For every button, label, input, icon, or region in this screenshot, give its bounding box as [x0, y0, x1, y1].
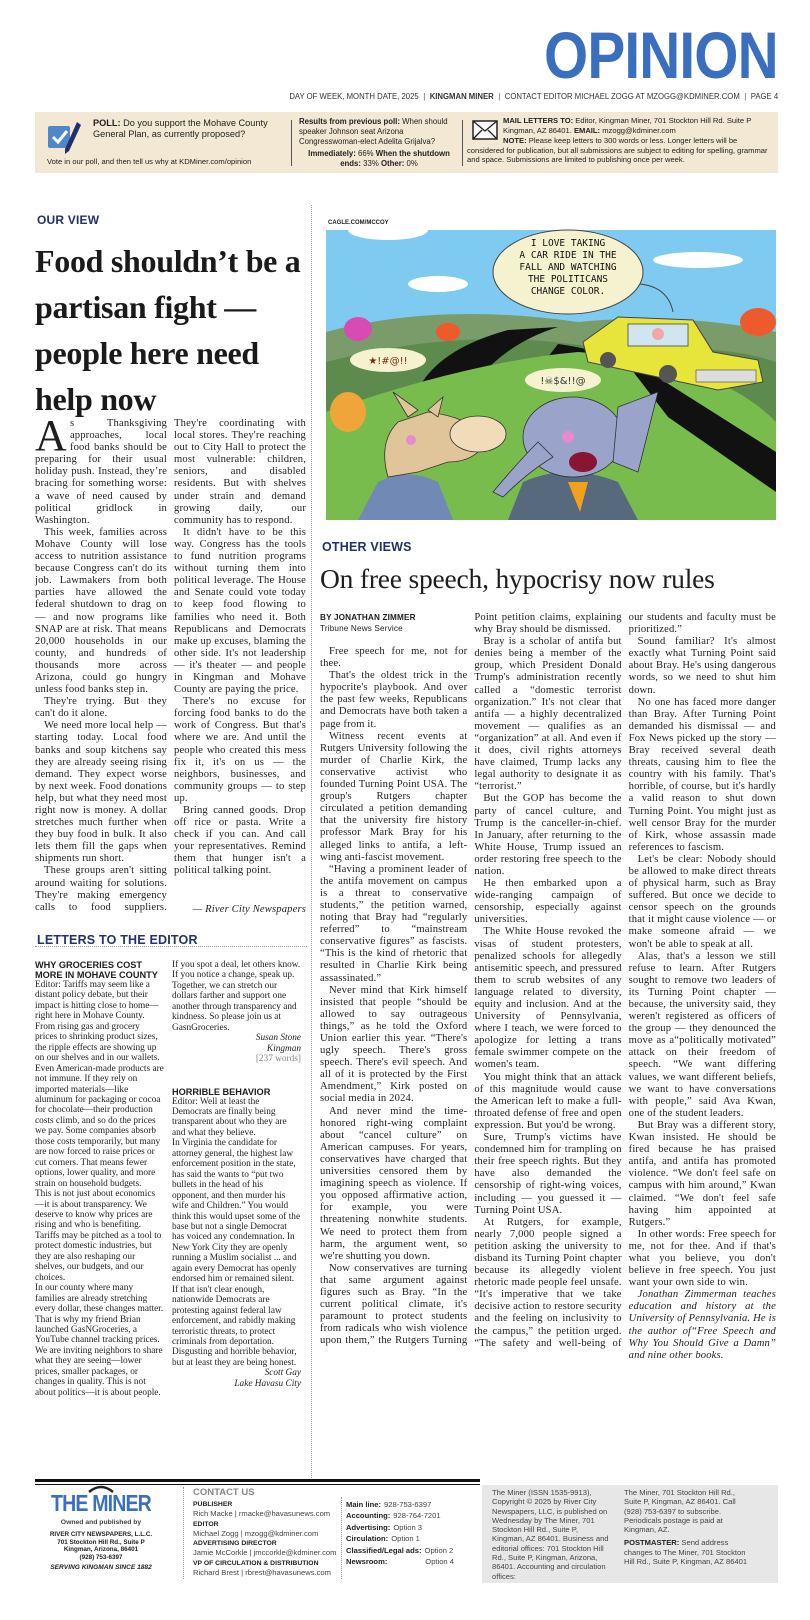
column-paragraph: Alas, that's a lesson we still refuse to learn. After Rutgers sought to remove two leaders of its Turning Point chapter — because, the university said, they weren't registered as officers of the group — they denounced the move as a“politically motivated” attack on their freedom of speech. “We want differing values, we want different beliefs, we want to have conversations with people,” said Ava Kwan, one of the student leaders. — [628, 950, 776, 1119]
email-label: EMAIL: — [573, 125, 601, 135]
address-line: 701 Stockton Hill Rd., Suite P — [57, 1538, 145, 1546]
postmaster-text: Send address changes to The Miner, 701 Stockton Hill Rd., Suite P, Kingman, AZ 86401 — [624, 1538, 748, 1567]
letter-paragraph: Editor: Tariffs may seem like a distant policy debate, but their impact is hitting close to home—right here in Mohave County. From rising gas and grocery prices to shrinking product sizes, the ripple effects are showing up on our shelves and in our wallets. — [35, 980, 160, 1064]
mail-label: MAIL LETTERS TO: — [503, 116, 574, 125]
letter — [172, 1087, 301, 1390]
column-paragraph: He then embarked upon a wide-ranging campaign of censorship, especially against universities. — [474, 878, 622, 926]
phone-line-value: Option 3 — [393, 1522, 423, 1532]
letter-paragraph: Editor: Well at least the Democrats are finally being transparent about who they are and what they believe. — [172, 1096, 287, 1138]
column-paragraph: But the GOP has become the party of cancel culture, and Trump is the canceller-in-chief. In January, after returning to the White House, Trump issued an order restoring free speech to the nation. — [474, 793, 622, 877]
legal-notice: The Miner, 701 Stockton Hill Rd., Suite P, Kingman, AZ 86401. Call (928) 753-6397 to subscribe. Periodicals postage is paid at Kingman, AZ. — [624, 1488, 736, 1535]
poll-bar — [35, 112, 778, 173]
issue-date: DAY OF WEEK, MONTH DATE, 2025 — [289, 91, 419, 101]
phone-line-label: Accounting: — [346, 1511, 391, 1521]
column-paragraph: You might think that an attack of this magnitude would cause the American left to make a full-throated defense of free and open expression. But you'd be wrong. — [474, 1071, 622, 1131]
editorial-signature: — River City Newspapers — [192, 903, 306, 915]
note-text: Please keep letters to 300 words or less. Longer letters will be considered for publication, but all submissions are subject to editing for spelling, grammar and space. Submissions are limited to publishing once per week. — [467, 136, 768, 165]
contact-role: VP OF CIRCULATION & DISTRIBUTION — [193, 1559, 319, 1567]
column-body — [320, 612, 776, 1480]
contact-person: Jamie McCorkle | jmccorkle@kdminer.com — [193, 1548, 337, 1558]
phone-line-label: Newsroom: — [346, 1557, 388, 1567]
letter-paragraph: This is not just about economics—it is about transparency. We deserve to know why prices are rising and who is benefiting. Tariffs may be pitched as a tool to protect domestic industries, but they are also reshaping our shelves, our budgets, and our choices. — [35, 1189, 162, 1283]
result-label: When the shutdown ends: — [340, 149, 450, 169]
miner-logo: THE MINER — [51, 1490, 151, 1516]
poll-question: Do you support the Mohave County General Plan, as currently proposed? — [93, 118, 268, 139]
phone-line — [346, 1545, 454, 1556]
tagline: SERVING KINGMAN SINCE 1882 — [50, 1563, 152, 1571]
previous-poll-question: When should speaker Johnson seat Arizona Congresswoman-elect Adelita Grijalva? — [299, 117, 448, 146]
phone-line-value: Option 2 — [424, 1545, 454, 1555]
company: RIVER CITY NEWSPAPERS, L.L.C. — [49, 1531, 153, 1539]
column-paragraph: Now conservatives are turning that same argument against figures such as Bray. “In the current political climate, it's paramount to protect students from radicals who wish violence upon them,” the Rutgers Turning Point petition claims, explaining why Bray should be dismissed. — [320, 612, 622, 1347]
phone-line-label: Circulation: — [346, 1534, 389, 1544]
column-paragraph: Sure, Trump's victims have condemned him for trampling on their free speech rights. But they have also demanded the censorship of right-wing voices, including — you guessed it — Turning Point USA. — [474, 1132, 622, 1216]
contact-us-label: CONTACT US — [193, 1487, 255, 1498]
contact-person: Michael Zogg | mzogg@kdminer.com — [193, 1528, 319, 1538]
news-service: Tribune News Service — [320, 624, 403, 633]
contact-us — [193, 1487, 343, 1577]
column-paragraph: No one has faced more danger than Bray. After Turning Point demanded his dismissal — and Fox News picked up the story — Bray received several death threats, causing him to flee the country with his family. That's horrible, of course, but it's hardly a valid reason to shut down Turning Point. You might just as well censor Bray for the murder of Kirk, whose assassin made references to fascism. — [628, 696, 776, 853]
letter-paragraph: In our county where many families are already stretching every dollar, these changes matter. — [35, 1283, 164, 1315]
letter-title: WHY GROCERIES COST MORE IN MOHAVE COUNTY — [35, 960, 158, 980]
contact-role: PUBLISHER — [193, 1501, 233, 1508]
section-title: OPINION — [544, 18, 778, 92]
dateline: DAY OF WEEK, MONTH DATE, 2025 | KINGMAN MINER | CONTACT EDITOR MICHAEL ZOGG AT MZOGG@KDMINER.COM | PAGE 4 — [289, 91, 778, 101]
column-paragraph: That's the oldest trick in the hypocrite's playbook. And over the past few weeks, Republicans and Democrats have both taken a page from it. — [320, 670, 468, 730]
letter-city: Kingman — [266, 1043, 301, 1054]
phone-line-value: Option 4 — [425, 1557, 454, 1567]
letters-body — [35, 960, 301, 1475]
editorial-paragraph: There's no excuse for forcing food banks to do the work of Congress. But that's where we are. And until the people who created this mess fix it, it's on us — the neighbors, businesses, and community groups — to step up. — [174, 696, 306, 804]
result-label: Immediately: — [308, 149, 356, 159]
letters-label: LETTERS TO THE EDITOR — [37, 933, 198, 947]
column-divider — [311, 205, 312, 1480]
author-bio: Jonathan Zimmerman teaches education and history at the University of Pennsylvania. He is the author of“Free Speech and Why You Should Give a Damn” and nine other books. — [628, 1289, 776, 1361]
contact-person: Rich Macke | rmacke@havasunews.com — [193, 1509, 331, 1519]
letter-paragraph: That is why my friend Brian launched GasNGroceries, a YouTube channel tracking prices. We are inviting neighbors to share what they are seeing—lower prices, smaller packages, or changes in quality. This is not about politics—it is about people. If you spot a deal, let others know. If you notice a change, speak up. Together, we can stretch our dollars farther and support one another through transparency and kindness. So please join us at GasnGroceries. — [35, 960, 301, 1398]
result-value: 33% — [363, 159, 379, 169]
publication-notice — [482, 1485, 778, 1583]
contact-person: Richard Brest | rbrest@havasunews.com — [193, 1568, 331, 1578]
column-paragraph: Witness recent events at Rutgers University following the murder of Charlie Kirk, the conservative activist who founded Turning Point USA. The group's Rutgers chapter circulated a petition demanding that the university fire history professor Mark Bray for his alleged links to antifa, a left-wing anti-fascist movement. — [320, 730, 468, 863]
column-paragraph: The White House revoked the visas of student protesters, penalized schools for allegedly antisemitic speech, and pressured them to scrub websites of any language related to diversity, equity and inclusion. And at the University of Pennsylvania, where I teach, we were forced to apologize for letting a trans female swimmer compete on the women's team. — [474, 926, 622, 1071]
footer-divider — [183, 1487, 184, 1579]
letter-title: HORRIBLE BEHAVIOR — [172, 1086, 271, 1097]
email-link[interactable]: mzogg@kdminer.com — [602, 125, 676, 135]
phone-line-label: Advertising: — [346, 1522, 391, 1532]
phone-line-label: Classified/Legal ads: — [346, 1545, 422, 1555]
column-paragraph: But Bray was a different story, Kwan insisted. He should be fired because he has praised antifa, and antifa has promoted violence. “We don't feel safe on campus with him around,” Kwan claimed. “We don't feel safe having him appointed at Rutgers.” — [628, 1119, 776, 1228]
letter-author: Scott Gay — [264, 1368, 301, 1379]
other-views-label: OTHER VIEWS — [322, 540, 412, 554]
donkey-curse-text: ★!#@!! — [368, 356, 408, 367]
poll-vote-link[interactable]: Vote in our poll, and then tell us why at KDMiner.com/opinion — [47, 157, 252, 166]
page-number: PAGE 4 — [750, 91, 778, 101]
elephant-curse-text: !☠$&!!@ — [540, 376, 586, 387]
contact-role: ADVERTISING DIRECTOR — [193, 1540, 277, 1548]
drop-cap: A — [35, 411, 67, 460]
editorial-paragraph — [35, 411, 167, 527]
column-paragraph: Free speech for me, not for thee. — [320, 646, 468, 670]
pickaxe-icon — [87, 1484, 115, 1496]
contact-role: EDITOR — [193, 1520, 219, 1528]
column-paragraph: And never mind the time-honored right-wing complaint about “cancel culture” on American campuses. For years, conservatives have charged that universities censored them by imagining speech as violence. If you opposed affirmative action, for example, you were threatening nonwhite students. We need to protect them from harm, the argument went, so we're shutting you down. — [320, 1105, 468, 1262]
letter-author: Susan Stone — [255, 1033, 301, 1044]
result-value: 66% — [358, 149, 374, 159]
previous-poll-label: Results from previous poll: — [299, 117, 400, 126]
phone-line-value: 928-764-7201 — [393, 1511, 441, 1521]
letter-city: Lake Havasu City — [234, 1378, 301, 1389]
paper-name: KINGMAN MINER — [429, 91, 494, 101]
phone: (928) 753-6397 — [79, 1553, 123, 1561]
our-view-label: OUR VIEW — [37, 213, 100, 227]
byline: BY JONATHAN ZIMMER — [320, 613, 416, 622]
column-paragraph: “Having a prominent leader of the antifa movement on campus is a threat to conservative students,” the petition warned, noting that Bray had “regularly referred” to “mainstream conservative figures” as fascists. “This is the kind of rhetoric that resulted in Charlie Kirk being assassinated.” — [320, 863, 468, 984]
poll-checkbox-icon — [47, 118, 83, 156]
phone-line — [346, 1533, 454, 1544]
letter-word-count: [237 words] — [255, 1054, 301, 1065]
column-paragraph: Bray is a scholar of antifa but denies being a member of the group, which President Donald Trump's administration recently called a “domestic terrorist organization.” It's not clear that antifa — a highly decentralized movement — qualifies as an “organization” at all. And even if it does, civil rights attorneys have claimed, Trump lacks any legal authority to designate it as “terrorist.” — [474, 636, 622, 793]
phone-line — [346, 1499, 454, 1510]
letter-paragraph: Even American-made products are not immune. If they rely on imported materials—like aluminum for packaging or cocoa for chocolate—their production costs climb, and so do the prices we pay. Some companies absorb those costs temporarily, but many are now forced to raise prices or cut corners. That means fewer options, lower quality, and more strain on household budgets. — [35, 1063, 164, 1189]
address-line: Kingman, Arizona, 86401 — [63, 1546, 139, 1554]
editorial-headline: Food shouldn’t be a partisan fight — people here need help now — [35, 243, 301, 417]
letter-paragraph: In Virginia the candidate for attorney general, the highest law enforcement position in the state, has said the wants to “put two bullets in the head of his opponent, and then murder his wife and Children.” You would think this would upset some of the base but not a single Democrat has voiced any condemnation. In New York City they are openly running a Muslim socialist ... and again every Democrat has openly endorsed him or remained silent. If that isn't clear enough, nationwide Democrats are protesting against federal law enforcement, and rabidly making terroristic threats, to protect criminals from deportation. Disgusting and horrible behavior, but at least they are being honest. — [172, 1138, 301, 1368]
editor-contact: CONTACT EDITOR MICHAEL ZOGG AT MZOGG@KDMINER.COM — [504, 91, 740, 101]
mail-address: Editor, Kingman Miner, 701 Stockton Hill Rd. Suite P Kingman, AZ 86401. — [503, 116, 752, 135]
footer-divider — [341, 1497, 342, 1579]
speech-bubble-text: I LOVE TAKING A CAR RIDE IN THE FALL AND WATCHING THE POLITICANS CHANGE COLOR. — [519, 238, 617, 297]
poll-label: POLL: — [93, 118, 121, 128]
note-label: NOTE: — [503, 136, 527, 145]
editorial-paragraph: It didn't have to be this way. Congress has the tools to fund nutrition programs without turning them into political leverage. The House and Senate could vote today to keep food flowing to families who need it. Both Republicans and Democrats make up excuses, blaming the other side. It's not leadership — it's theater — and people in Kingman and Mohave County are paying the price. — [174, 526, 306, 696]
editorial-body — [35, 411, 306, 938]
editorial-paragraph: Bring canned goods. Drop off rice or pasta. Write a check if you can. And call your representatives. Remind them that hunger isn't a political talking point. — [174, 805, 306, 877]
editorial-paragraph: These groups aren't sitting around waiting for solutions. They're making emergency calls to food suppliers. They're coordinating with local stores. They're reaching out to City Hall to protect the most vulnerable: children, seniors, and disabled residents. But with shelves under strain and demand growing daily, our community has to respond. — [35, 418, 306, 913]
previous-poll-results — [299, 149, 459, 169]
postmaster-label: POSTMASTER: — [624, 1538, 680, 1548]
phone-line-label: Main line: — [346, 1500, 382, 1509]
phone-line-value: 928-753-6397 — [384, 1500, 432, 1509]
phone-line — [346, 1522, 454, 1533]
editorial-paragraph: This week, families across Mohave County will lose access to nutrition assistance because Congress can't do its job. Lawmakers from both parties have allowed the federal shutdown to drag on — and now programs like SNAP are at risk. That means 20,000 households in our county, and hundreds of thousands more across Arizona, could go hungry unless food banks step in. — [35, 526, 167, 696]
phone-lines — [346, 1499, 454, 1567]
phone-line-value: Option 1 — [391, 1534, 420, 1544]
result-value: 0% — [406, 159, 418, 169]
editorial-cartoon — [318, 212, 776, 520]
column-paragraph: Sound familiar? It's almost exactly what Turning Point said about Bray. He's using dangerous words, so we need to shut him down. — [628, 636, 776, 696]
column-paragraph: At Rutgers, for example, nearly 7,000 people signed a petition asking the university to disband its Turning Point chapter because its allegedly violent rhetoric made people feel unsafe. “It's imperative that we take decisive action to restore security and the feeling on inclusivity to the campus,” the petition urged. “The safety and well-being of our students and faculty must be prioritized.” — [474, 612, 776, 1349]
owned-by: Owned and published by — [60, 1519, 142, 1526]
result-label: Other: — [380, 159, 405, 169]
editorial-paragraph: We need more local help — starting today. Local food banks and soup kitchens say they are already seeing rising demand. They expect worse by next week. Food donations help, but what they need most right now is money. A dollar stretches much further when they buy food in bulk. It also lets them fill the gaps when shipments run short. — [35, 720, 167, 865]
column-headline: On free speech, hypocrisy now rules — [320, 563, 715, 594]
cartoon-credit: CAGLE.COM/MCCOY — [328, 220, 389, 226]
phone-line — [346, 1510, 454, 1521]
column-paragraph: In other words: Free speech for me, not for thee. And if that's what you believe, you don't believe in free speech. You just want your own side to win. — [628, 1228, 776, 1289]
column-paragraph: Never mind that Kirk himself insisted that people “should be allowed to say outrageous things,” as he told the Oxford Union earlier this year. “There's ugly speech. There's gross speech. There's evil speech. And all of it is protected by the First Amendment,” Kirk posted on social media in 2024. — [320, 984, 468, 1105]
footer-masthead — [35, 1490, 167, 1572]
legal-notice: The Miner (ISSN 1535-9913), Copyright © 2025 by River City Newspapers, LLC, is published on Wednesday by The Miner, 701 Stockton Hill Rd., Suite P, Kingman, AZ 86401. Business and editorial offices: 701 Stockton Hill Rd., Suite P, Kingman, Arizona, 86401. Accounting and circulation offices: — [492, 1488, 609, 1581]
column-paragraph: Let's be clear: Nobody should be allowed to make direct threats of physical harm, such as Bray suffered. But once we decide to censor speech on the grounds that it might cause violence — or make someone afraid — we won't be able to speak at all. — [628, 853, 776, 950]
editorial-paragraph: They're trying. But they can't do it alone. — [35, 696, 167, 720]
phone-line — [346, 1556, 454, 1567]
paragraph-text: s Thanksgiving approaches, local food banks should be preparing for their usual holiday push. Instead, they’re bracing for something worse: a wave of need caused by political gridlock in Washington. — [35, 418, 167, 526]
